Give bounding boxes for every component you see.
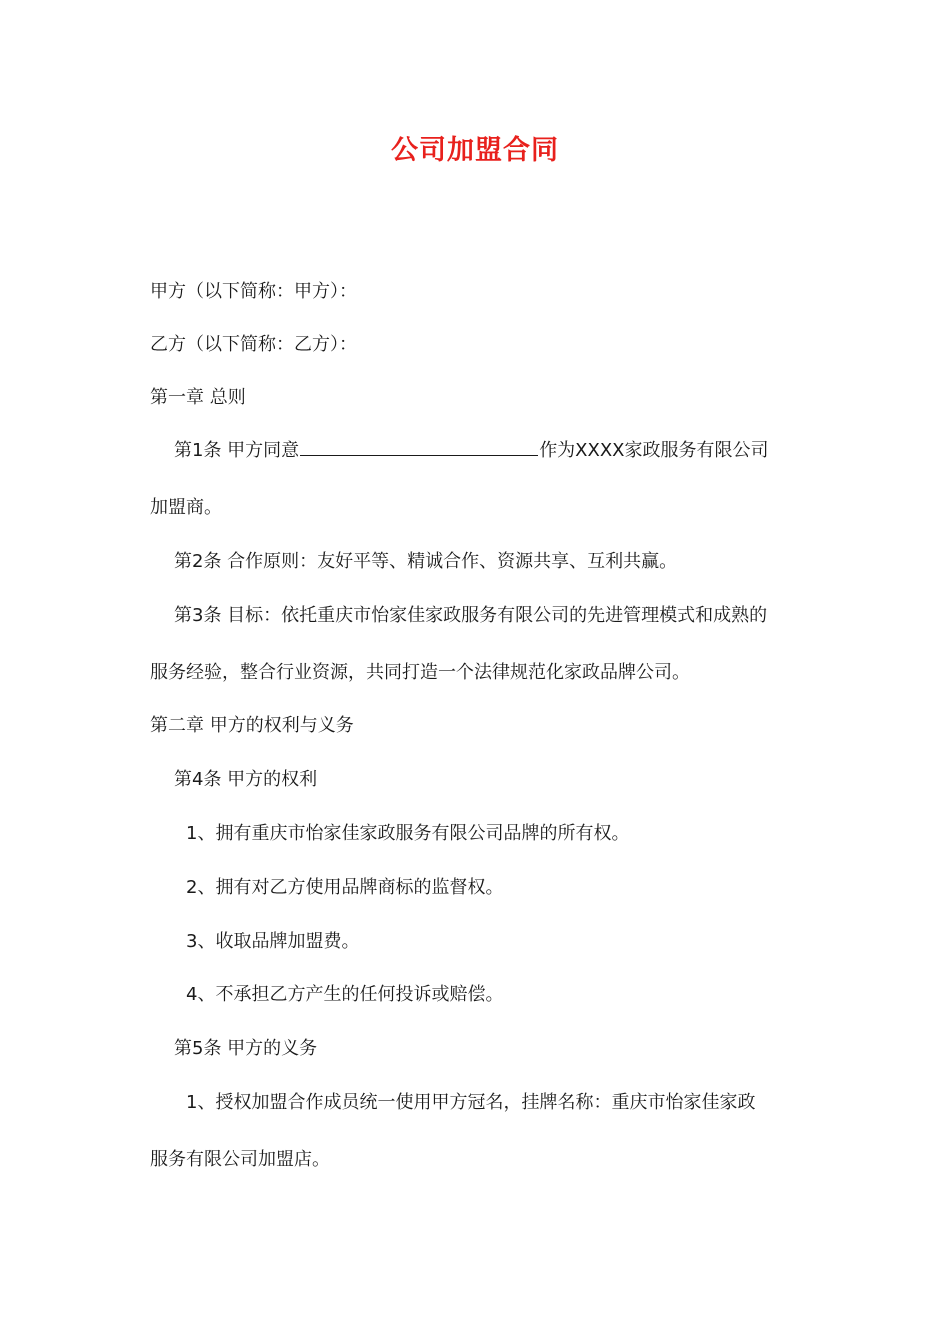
party-a-line: 甲方（以下简称：甲方）：: [150, 281, 357, 302]
fill-in-blank: [300, 437, 538, 456]
article-1: [174, 437, 814, 465]
article-3-line-1: 第3条 目标：依托重庆市怡家佳家政服务有限公司的先进管理模式和成熟的: [174, 605, 768, 626]
article-1-text-before: 第1条 甲方同意: [174, 440, 300, 461]
article-3-line-2: 服务经验，整合行业资源，共同打造一个法律规范化家政品牌公司。: [150, 662, 690, 683]
document-title: 公司加盟合同: [391, 135, 559, 166]
article-5-item-1-line-2: 服务有限公司加盟店。: [150, 1149, 330, 1170]
article-5-heading: 第5条 甲方的义务: [174, 1038, 318, 1059]
article-1-continuation: 加盟商。: [150, 497, 222, 518]
chapter-1-heading: 第一章 总则: [150, 387, 246, 408]
party-b-line: 乙方（以下简称：乙方）：: [150, 334, 357, 355]
article-4-item: 1、拥有重庆市怡家佳家政服务有限公司品牌的所有权。: [186, 823, 630, 844]
chapter-2-heading: 第二章 甲方的权利与义务: [150, 715, 354, 736]
article-4-item: 3、收取品牌加盟费。: [186, 931, 360, 952]
article-5-item-1-line-1: 1、授权加盟合作成员统一使用甲方冠名，挂牌名称：重庆市怡家佳家政: [186, 1092, 756, 1113]
article-2: 第2条 合作原则：友好平等、精诚合作、资源共享、互利共赢。: [174, 551, 678, 572]
article-4-item: 2、拥有对乙方使用品牌商标的监督权。: [186, 877, 504, 898]
article-1-text-after: 作为XXXX家政服务有限公司: [539, 440, 769, 461]
article-4-item: 4、不承担乙方产生的任何投诉或赔偿。: [186, 984, 504, 1005]
article-4-heading: 第4条 甲方的权利: [174, 769, 318, 790]
